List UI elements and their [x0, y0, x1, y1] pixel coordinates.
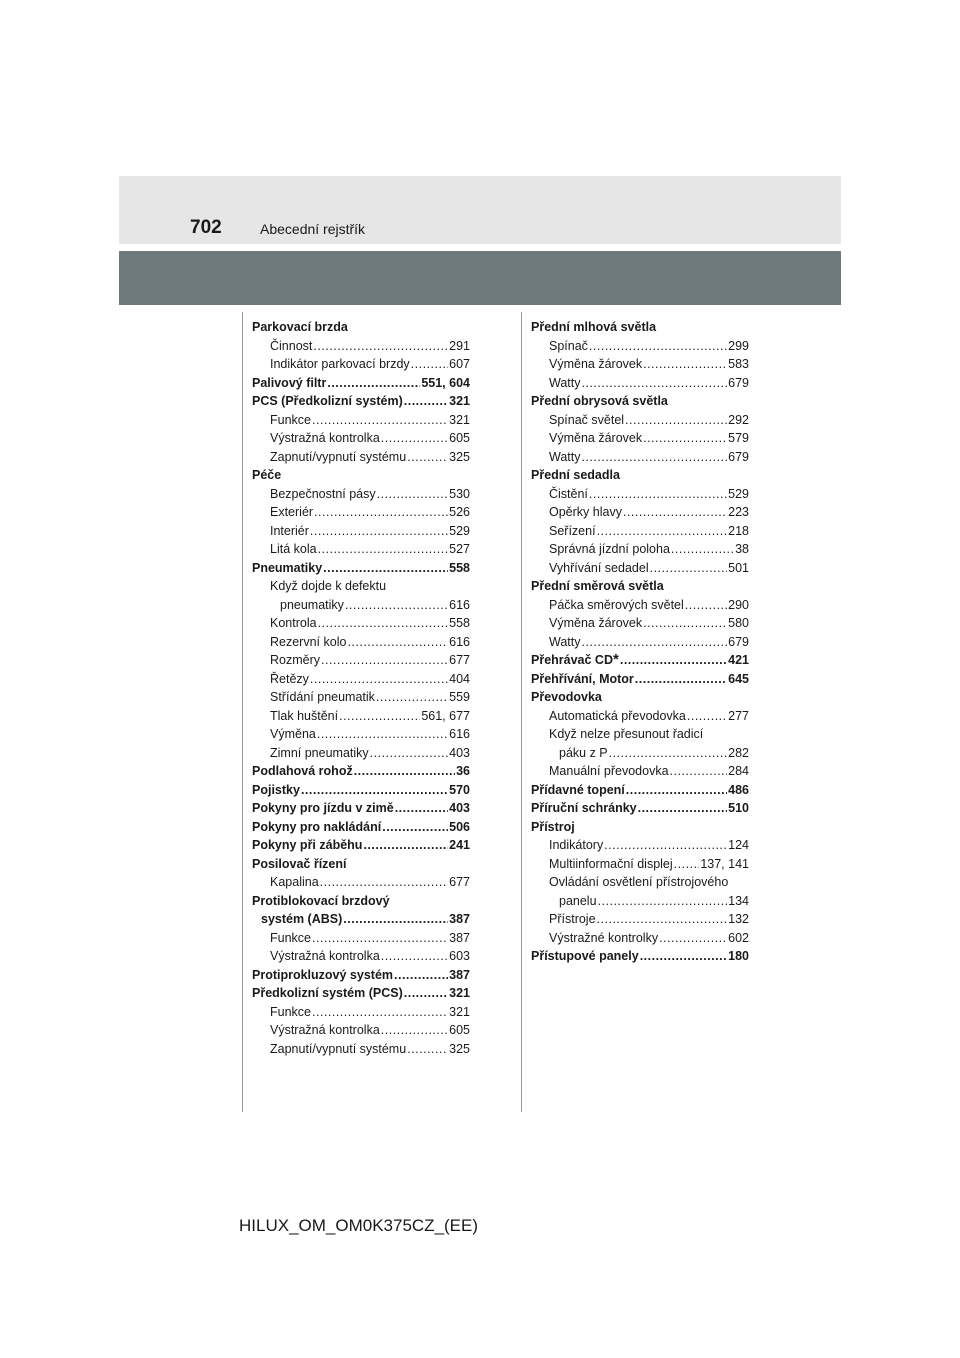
index-entry-page: 579 [728, 431, 749, 445]
dot-leader [347, 633, 448, 652]
index-entry-term: Seřízení [549, 523, 596, 538]
index-entry [252, 670, 470, 689]
index-entry-page: 290 [728, 597, 749, 612]
dot-leader [635, 670, 727, 689]
dot-leader [317, 725, 448, 744]
dot-leader [345, 596, 448, 615]
index-entry-page: 132 [728, 912, 749, 926]
dot-leader [674, 855, 700, 874]
index-entry-term: Když nelze přesunout řadicí [549, 727, 704, 741]
dot-leader [625, 411, 727, 430]
dot-leader [581, 448, 727, 467]
dot-leader [370, 744, 448, 763]
index-entry-page: 387 [449, 930, 470, 945]
index-entry-term: Čistění [549, 486, 588, 501]
index-entry [531, 947, 749, 966]
index-entry-term: Watty [549, 449, 581, 464]
index-entry-term: Parkovací brzda [252, 320, 348, 334]
index-entry [252, 596, 470, 615]
index-entry [252, 392, 470, 411]
index-entry [252, 744, 470, 763]
index-entry [531, 466, 749, 485]
dot-leader [318, 614, 449, 633]
index-entry-term: páku z P [559, 745, 608, 760]
index-entry-term: Přídavné topení [531, 782, 625, 797]
index-entry-term: Tlak huštění [270, 708, 339, 723]
index-entry-page: 387 [449, 912, 470, 926]
index-entry-page: 299 [728, 338, 749, 353]
index-entry [252, 577, 470, 596]
index-entry [252, 651, 470, 670]
index-entry-term: Bezpečnostní pásy [270, 486, 376, 501]
index-entry-page: 529 [449, 523, 470, 538]
index-entry-page: 134 [728, 893, 749, 908]
index-entry-term: Rezervní kolo [270, 634, 347, 649]
index-entry-page: 558 [449, 616, 470, 630]
dot-leader [643, 614, 727, 633]
index-entry-page: 36 [456, 764, 470, 778]
index-entry-term: Přehřívání, Motor [531, 671, 634, 686]
dot-leader [381, 429, 448, 448]
index-entry-term: pneumatiky [280, 597, 344, 612]
index-entry [531, 670, 749, 689]
index-entry [531, 725, 749, 744]
index-entry-term: Řetězy [270, 671, 309, 686]
dot-leader [318, 540, 449, 559]
dot-leader [597, 910, 728, 929]
dot-leader [581, 633, 727, 652]
dot-leader [404, 392, 448, 411]
index-entry [531, 818, 749, 837]
index-entry-term: Vyhřívání sedadel [549, 560, 649, 575]
index-entry-term: panelu [559, 893, 597, 908]
index-entry-page: 616 [449, 597, 470, 612]
index-entry: Přehrávač CD * ..... 421 [531, 651, 749, 670]
index-entry-page: 277 [728, 708, 749, 723]
index-entry-term: Pokyny pro jízdu v zimě [252, 801, 394, 815]
dot-leader [301, 781, 448, 800]
index-entry [531, 799, 749, 818]
index-entry [252, 781, 470, 800]
dot-leader [643, 355, 727, 374]
document-code: HILUX_OM_OM0K375CZ_(EE) [239, 1216, 479, 1235]
index-entry-term: Litá kola [270, 542, 317, 556]
index-entry-term: Opěrky hlavy [549, 505, 622, 519]
page-number: 702 [190, 217, 222, 238]
index-entry [531, 448, 749, 467]
index-entry-page: 292 [728, 412, 749, 427]
index-entry [252, 855, 470, 874]
index-entry [531, 929, 749, 948]
index-entry [252, 633, 470, 652]
index-entry [531, 411, 749, 430]
index-entry [252, 337, 470, 356]
index-entry-page: 403 [449, 745, 470, 760]
index-entry [531, 855, 749, 874]
index-entry [531, 318, 749, 337]
index-entry [531, 559, 749, 578]
index-entry-page: 282 [728, 745, 749, 760]
dot-leader [623, 503, 727, 522]
index-entry-term: Multiinformační displej [549, 856, 673, 871]
index-entry-term: Zapnutí/vypnutí systému [270, 449, 407, 464]
index-entry [531, 540, 749, 559]
index-entry-term: Když dojde k defektu [270, 579, 387, 593]
index-entry-term: Watty [549, 375, 581, 390]
index-entry [252, 836, 470, 855]
dot-leader [589, 485, 727, 504]
index-column-right [531, 318, 749, 966]
index-entry-term: Protiprokluzový systém [252, 967, 394, 982]
index-entry [252, 947, 470, 966]
index-entry [252, 873, 470, 892]
dot-leader [382, 818, 448, 837]
index-entry-term: Interiér [270, 523, 309, 538]
index-entry-page: 583 [728, 357, 749, 371]
index-entry [531, 392, 749, 411]
dot-leader [609, 744, 728, 763]
index-entry-term: Indikátor parkovací brzdy [270, 357, 410, 371]
index-entry-page: 679 [728, 634, 749, 649]
dot-leader [310, 670, 448, 689]
index-entry-term: Péče [252, 468, 282, 482]
index-entry [252, 707, 470, 726]
index-entry [531, 633, 749, 652]
dot-leader [404, 984, 448, 1003]
index-entry-page: 616 [449, 634, 470, 649]
index-entry-page: 551, 604 [421, 375, 470, 390]
index-entry-page: 501 [728, 560, 749, 575]
index-entry [252, 559, 470, 578]
dot-leader [321, 651, 448, 670]
index-entry-page: 387 [449, 967, 470, 982]
dot-leader [597, 522, 728, 541]
dot-leader [640, 947, 727, 966]
dot-leader [687, 707, 727, 726]
index-entry-page: 561, 677 [421, 708, 470, 723]
index-entry-page: 321 [449, 394, 470, 408]
index-entry-page: 559 [449, 690, 470, 704]
index-entry-page: 510 [728, 801, 749, 815]
dot-leader [313, 337, 448, 356]
index-entry-term: Příruční schránky [531, 801, 637, 815]
index-entry-page: 529 [728, 486, 749, 501]
index-entry-page: 679 [728, 449, 749, 464]
index-entry-term: Kapalina [270, 875, 319, 889]
index-entry-page: 603 [449, 949, 470, 963]
index-entry-term: Výměna žárovek [549, 431, 643, 445]
dot-leader [650, 559, 728, 578]
index-entry [531, 781, 749, 800]
index-entry-page: 403 [449, 801, 470, 815]
dot-leader [339, 707, 420, 726]
index-entry-page: 321 [449, 986, 470, 1000]
index-entry [531, 744, 749, 763]
index-entry-term: Watty [549, 634, 581, 649]
index-entry-term: Převodovka [531, 690, 602, 704]
dot-leader [643, 429, 727, 448]
index-entry-term: Podlahová rohož [252, 764, 353, 778]
index-entry-term: Přístupové panely [531, 949, 639, 963]
index-entry-term: Přístroje [549, 912, 596, 926]
index-entry-page: 404 [449, 671, 470, 686]
index-entry [531, 503, 749, 522]
index-entry [252, 929, 470, 948]
index-entry-page: 527 [449, 542, 470, 556]
index-entry [531, 910, 749, 929]
index-entry-page: 558 [449, 560, 470, 575]
index-entry [531, 337, 749, 356]
index-entry-page: 421 [728, 653, 749, 667]
index-entry-page: 486 [728, 782, 749, 797]
index-entry-term: Výstražná kontrolka [270, 949, 380, 963]
index-entry-term: systém (ABS) [261, 912, 343, 926]
index-entry-page: 530 [449, 486, 470, 501]
index-entry-term: Exteriér [270, 505, 314, 519]
index-entry-term: Funkce [270, 1004, 311, 1019]
index-entry-page: 602 [728, 930, 749, 945]
dot-leader [581, 374, 727, 393]
index-entry-term: PCS (Předkolizní systém) [252, 394, 403, 408]
index-entry-term: Protiblokovací brzdový [252, 893, 390, 908]
index-entry-term: Pokyny při záběhu [252, 838, 363, 852]
dot-leader [312, 929, 448, 948]
dark-band [119, 251, 841, 305]
index-entry [531, 355, 749, 374]
index-entry-term: Přední sedadla [531, 468, 620, 482]
index-entry-page: 241 [449, 838, 470, 852]
index-entry [531, 596, 749, 615]
index-entry [252, 429, 470, 448]
index-entry [531, 873, 749, 892]
index-entry-page: 325 [449, 1041, 470, 1056]
index-entry-term: Přední mlhová světla [531, 320, 657, 334]
dot-leader [381, 947, 448, 966]
index-entry-term: Přední obrysová světla [531, 394, 668, 408]
dot-leader [411, 355, 448, 374]
index-entry [252, 966, 470, 985]
index-entry [252, 614, 470, 633]
index-column-left [252, 318, 470, 1058]
index-entry [252, 522, 470, 541]
dot-leader [320, 873, 448, 892]
index-entry-page: 223 [728, 505, 749, 519]
dot-leader [620, 651, 727, 670]
index-entry-term: Přístroj [531, 819, 575, 834]
index-entry-term: Přední směrová světla [531, 579, 664, 593]
dot-leader [407, 1040, 448, 1059]
dot-leader [312, 1003, 448, 1022]
dot-leader [381, 1021, 448, 1040]
index-entry [252, 485, 470, 504]
index-entry-term: Výstražná kontrolka [270, 431, 380, 445]
index-entry-term: Spínač [549, 338, 588, 353]
index-entry-term: Výstražná kontrolka [270, 1023, 380, 1037]
dot-leader [394, 966, 448, 985]
dot-leader [323, 559, 448, 578]
header-band [119, 176, 841, 244]
index-entry-page: 605 [449, 431, 470, 445]
dot-leader [377, 485, 449, 504]
index-entry-term: Manuální převodovka [549, 764, 669, 778]
index-entry-page: 291 [449, 338, 470, 353]
dot-leader [312, 411, 448, 430]
dot-leader [659, 929, 727, 948]
index-entry-page: 506 [449, 819, 470, 834]
index-entry-term: Funkce [270, 930, 311, 945]
index-entry [531, 522, 749, 541]
index-entry [531, 836, 749, 855]
index-entry-page: 321 [449, 412, 470, 427]
index-entry [252, 1003, 470, 1022]
index-entry-page: 218 [728, 523, 749, 538]
dot-leader [327, 374, 420, 393]
index-entry [252, 762, 470, 781]
index-entry [252, 799, 470, 818]
index-entry [531, 429, 749, 448]
dot-leader [671, 540, 734, 559]
index-entry-term: Palivový filtr [252, 375, 327, 390]
index-entry-page: 321 [449, 1004, 470, 1019]
index-entry-page: 38 [735, 542, 749, 556]
section-title: Abecední rejstřík [260, 221, 366, 237]
index-entry-term: Pokyny pro nakládání [252, 819, 382, 834]
dot-leader [638, 799, 728, 818]
index-entry-term: Funkce [270, 412, 311, 427]
dot-leader [604, 836, 727, 855]
index-entry-page: 645 [728, 671, 749, 686]
index-entry-term: Výměna žárovek [549, 616, 643, 630]
index-entry [252, 466, 470, 485]
index-entry [252, 1040, 470, 1059]
index-entry [252, 411, 470, 430]
index-entry-term: Kontrola [270, 616, 317, 630]
dot-leader [314, 503, 448, 522]
index-entry-term: Předkolizní systém (PCS) [252, 986, 403, 1000]
index-entry [252, 374, 470, 393]
index-entry [252, 540, 470, 559]
index-entry [252, 892, 470, 911]
index-entry-page: 526 [449, 505, 470, 519]
index-entry [531, 707, 749, 726]
index-entry [252, 1021, 470, 1040]
dot-leader [376, 688, 448, 707]
dot-leader [407, 448, 448, 467]
index-entry-term: Výstražné kontrolky [549, 930, 659, 945]
index-entry-page: 325 [449, 449, 470, 464]
index-entry [531, 688, 749, 707]
index-entry [252, 688, 470, 707]
dot-leader [395, 799, 448, 818]
index-entry-term: Výměna žárovek [549, 357, 643, 371]
index-entry [531, 892, 749, 911]
index-entry [531, 577, 749, 596]
index-entry-term: Automatická převodovka [549, 708, 686, 723]
index-entry [531, 374, 749, 393]
index-entry-page: 616 [449, 727, 470, 741]
index-entry [252, 725, 470, 744]
dot-leader [343, 910, 448, 929]
index-entry-page: 284 [728, 764, 749, 778]
index-entry-page: 677 [449, 653, 470, 667]
index-entry-term: Pojistky [252, 782, 300, 797]
index-entry-term: Pneumatiky [252, 560, 323, 575]
index-entry-page: 679 [728, 375, 749, 390]
index-entry-page: 580 [728, 616, 749, 630]
index-entry-page: 137, 141 [700, 856, 749, 871]
left-column-divider [242, 312, 243, 1112]
index-entry-term: Výměna [270, 727, 316, 741]
index-entry-term: Páčka směrových světel [549, 597, 684, 612]
index-entry-term: Zimní pneumatiky [270, 745, 369, 760]
index-entry-page: 570 [449, 782, 470, 797]
dot-leader [598, 892, 728, 911]
dot-leader [626, 781, 727, 800]
index-entry-term: Ovládání osvětlení přístrojového [549, 875, 729, 889]
index-entry [252, 448, 470, 467]
index-entry-term: Správná jízdní poloha [549, 542, 670, 556]
dot-leader [354, 762, 455, 781]
index-entry [252, 818, 470, 837]
index-entry [531, 762, 749, 781]
index-entry-term: Přehrávač CD [531, 653, 613, 667]
index-entry [252, 318, 470, 337]
index-entry [252, 910, 470, 929]
dot-leader [685, 596, 727, 615]
dot-leader [670, 762, 728, 781]
index-entry-page: 124 [728, 838, 749, 852]
dot-leader [310, 522, 448, 541]
index-entry-term: Rozměry [270, 653, 321, 667]
index-entry [252, 355, 470, 374]
index-entry-term: Činnost [270, 338, 313, 353]
index-entry [252, 984, 470, 1003]
index-entry-term: Střídání pneumatik [270, 690, 375, 704]
index-entry-page: 180 [728, 949, 749, 963]
index-entry-page: 607 [449, 357, 470, 371]
index-entry-page: 605 [449, 1023, 470, 1037]
dot-leader [363, 836, 448, 855]
index-entry-term: Zapnutí/vypnutí systému [270, 1041, 407, 1056]
index-entry [531, 614, 749, 633]
index-entry [252, 503, 470, 522]
index-entry-page: 677 [449, 875, 470, 889]
index-entry [531, 485, 749, 504]
index-entry-term: Spínač světel [549, 412, 625, 427]
middle-column-divider [521, 312, 522, 1112]
index-entry-term: Posilovač řízení [252, 856, 347, 871]
dot-leader [589, 337, 727, 356]
index-entry-term: Indikátory [549, 838, 604, 852]
